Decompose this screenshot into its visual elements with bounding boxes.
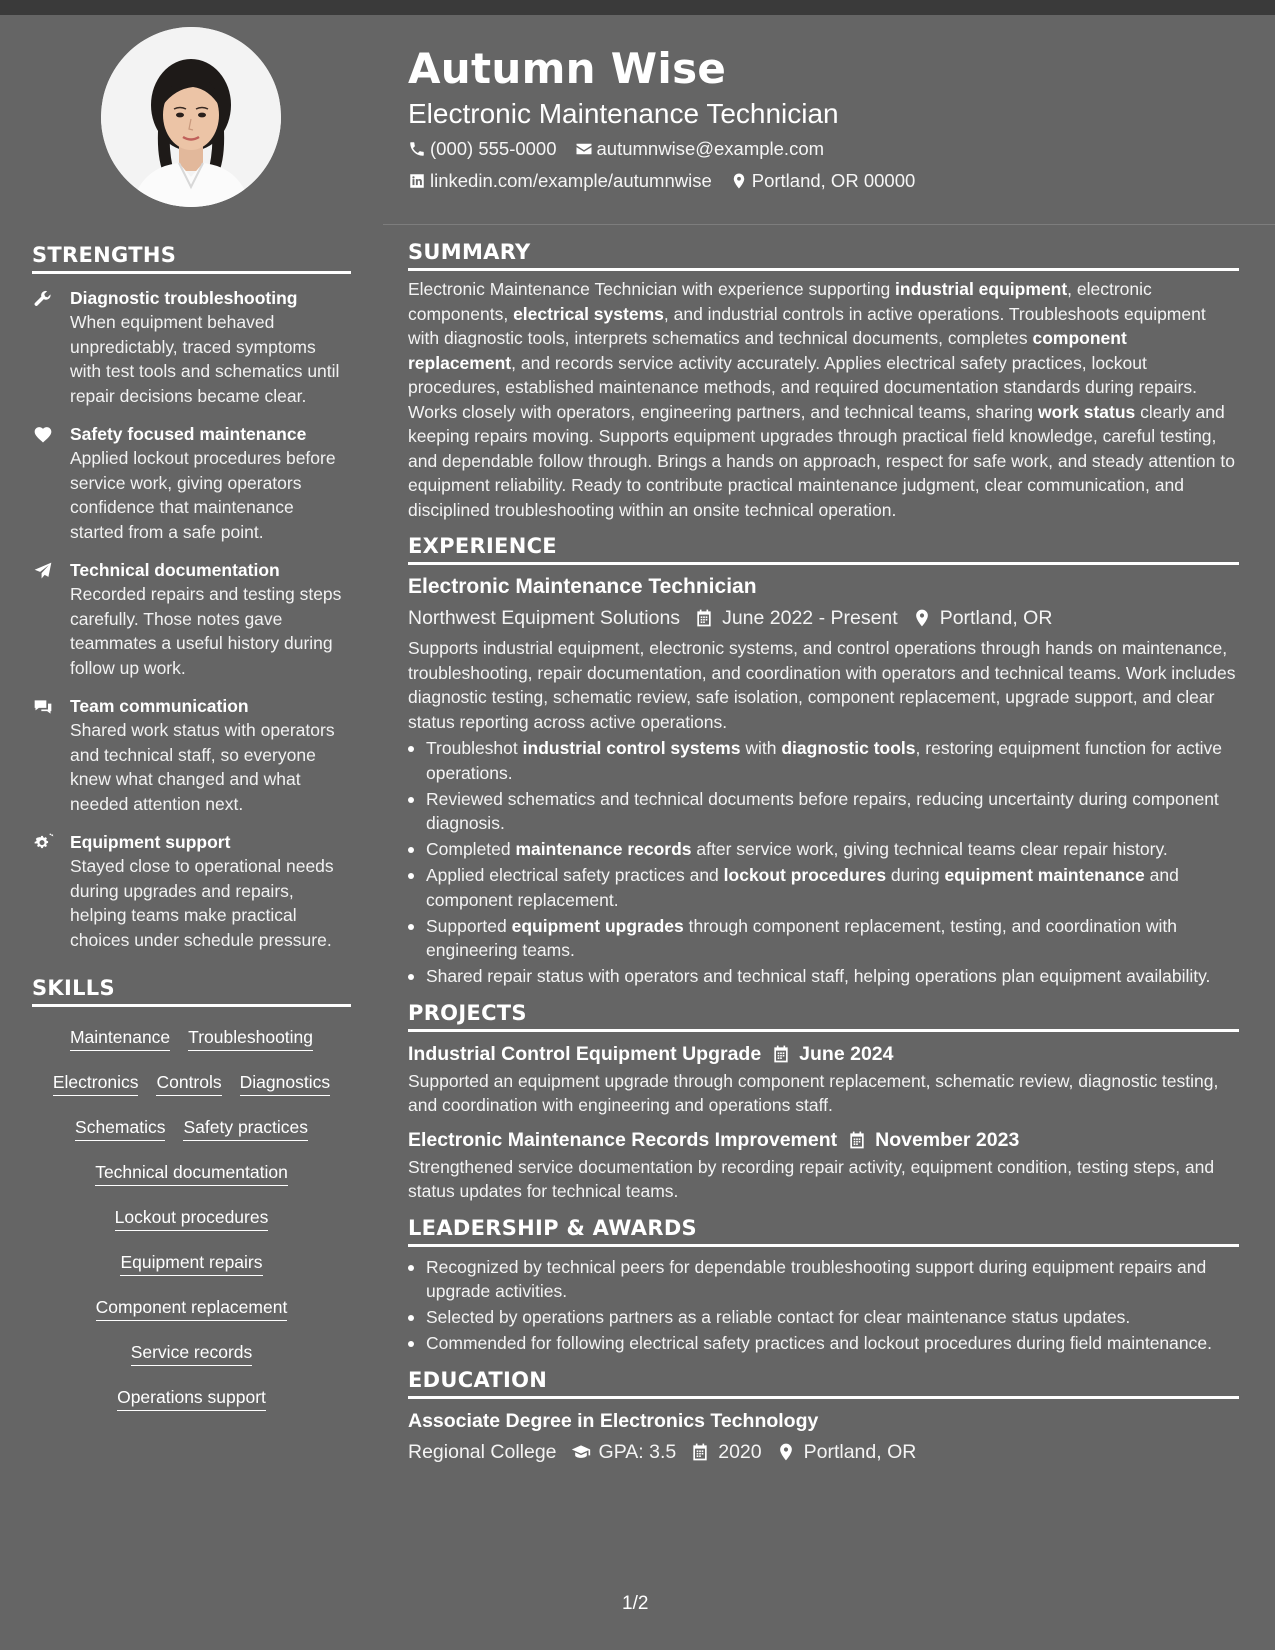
experience-section: [408, 534, 1239, 989]
job-location: [912, 604, 1053, 632]
project-item: [408, 1126, 1239, 1204]
bullet-segment-bold: diagnostic tools: [781, 738, 916, 758]
linkedin-contact[interactable]: [408, 169, 712, 193]
experience-heading: EXPERIENCE: [408, 534, 1239, 565]
phone-icon: [408, 140, 426, 158]
job-description: Supports industrial equipment, electronic systems, and control operations through hands on maintenance, troubleshooting, repair documentation, and coordination with operators and technical teams. Work includes diagnostic testing, schematic review, safe isolation, component replacement, upgrade support, and clear status reporting across active operations.: [408, 638, 1236, 732]
summary-segment-bold: electrical systems: [513, 303, 664, 324]
project-date: [847, 1126, 1019, 1154]
project-date-text: June 2024: [799, 1042, 894, 1065]
bullet-segment-text: after service work, giving technical teams clear repair history.: [691, 839, 1168, 859]
gears-icon: [32, 833, 54, 853]
list-item: Commended for following electrical safety practices and lockout procedures during field maintenance.: [408, 1331, 1239, 1356]
strength-description: Shared work status with operators and technical staff, so everyone knew what changed and what needed attention next.: [70, 720, 335, 814]
skill-tag: Technical documentation: [95, 1160, 288, 1186]
phone-contact: [408, 137, 557, 161]
bullet-segment-text: Supported: [426, 915, 512, 936]
projects-list: [408, 1040, 1239, 1204]
strength-description: When equipment behaved unpredictably, traced symptoms with test tools and schematics until repair decisions became clear.: [70, 312, 340, 406]
skill-tag: Schematics: [75, 1115, 165, 1141]
skill-tag: Controls: [156, 1070, 221, 1096]
skill-row: [32, 1287, 351, 1332]
skill-tag: Service records: [131, 1340, 253, 1366]
resume-header: [408, 42, 1238, 193]
strength-icon-wrap: [32, 558, 70, 680]
calendar-icon: [694, 608, 714, 628]
project-description: Strengthened service documentation by recording repair activity, equipment condition, testing steps, and status updates for technical teams.: [408, 1156, 1215, 1201]
project-item: [408, 1040, 1239, 1118]
top-bar: [0, 0, 1275, 15]
linkedin-text[interactable]: linkedin.com/example/autumnwise: [430, 170, 712, 191]
education-meta: [408, 1438, 1239, 1466]
strength-description: Stayed close to operational needs during upgrades and repairs, helping teams make practical choices under schedule pressure.: [70, 856, 334, 950]
strength-body: [70, 286, 351, 408]
skills-list: [32, 1017, 351, 1422]
strength-body: [70, 422, 351, 544]
leadership-bullets: [408, 1255, 1239, 1356]
projects-heading: PROJECTS: [408, 1001, 1239, 1032]
summary-segment-bold: industrial equipment: [895, 279, 1068, 299]
skill-row: [32, 1062, 351, 1107]
education-section: [408, 1368, 1239, 1466]
project-header: [408, 1040, 1239, 1068]
strengths-heading: STRENGTHS: [32, 243, 351, 274]
bullet-segment-text: with: [740, 738, 782, 758]
wrench-icon: [32, 289, 54, 309]
email-text[interactable]: autumnwise@example.com: [596, 138, 825, 159]
summary-segment-bold: work status: [1038, 401, 1136, 422]
strength-body: [70, 558, 351, 680]
strength-item: [32, 422, 351, 544]
bullet-segment-text: Applied electrical safety practices and: [426, 865, 724, 885]
gpa-text: GPA: 3.5: [598, 1440, 677, 1463]
comments-icon: [32, 697, 54, 717]
calendar-icon: [690, 1442, 710, 1462]
bullet-segment-bold: industrial control systems: [522, 738, 741, 758]
skill-row: [32, 1332, 351, 1377]
school-name: Regional College: [408, 1440, 557, 1463]
job-dates-text: June 2022 - Present: [722, 607, 898, 629]
bullet-segment-text: through component replacement, testing, and coordination with engineering teams.: [426, 915, 1177, 960]
skill-tag: Maintenance: [70, 1025, 170, 1051]
bullet-segment-bold: equipment upgrades: [511, 915, 684, 936]
strength-body: [70, 830, 351, 952]
skill-row: [32, 1107, 351, 1152]
bullet-segment-text: Completed: [426, 839, 516, 859]
project-title: Industrial Control Equipment Upgrade: [408, 1042, 762, 1065]
project-header: [408, 1126, 1239, 1154]
strength-description: Recorded repairs and testing steps carefully. Those notes gave teammates a useful history during follow up work.: [70, 584, 342, 678]
email-contact[interactable]: [575, 137, 825, 161]
list-item: [408, 736, 1239, 785]
list-item: Recognized by technical peers for dependable troubleshooting support during equipment repairs and upgrade activities.: [408, 1255, 1239, 1304]
phone-text: (000) 555-0000: [430, 138, 557, 159]
list-item: [408, 863, 1239, 912]
job-meta: [408, 604, 1239, 632]
leadership-heading: LEADERSHIP & AWARDS: [408, 1216, 1239, 1247]
contact-row-1: [408, 137, 1238, 161]
calendar-icon: [847, 1130, 867, 1150]
heart-icon: [32, 425, 54, 445]
project-date-text: November 2023: [875, 1128, 1020, 1151]
summary-section: [408, 240, 1239, 522]
skill-tag: Component replacement: [96, 1295, 288, 1321]
strengths-list: [32, 286, 351, 952]
leadership-section: [408, 1216, 1239, 1356]
strength-description: Applied lockout procedures before service work, giving operators confidence that maintenance started from a safe point.: [70, 448, 336, 542]
strength-icon-wrap: [32, 694, 70, 816]
strength-title: Team communication: [70, 696, 249, 716]
strength-body: [70, 694, 351, 816]
strength-title: Technical documentation: [70, 560, 280, 580]
summary-segment-text: , and records service activity accurately. Applies electrical safety practices, lockout procedures, established maintenance methods, and required documentation standards during repairs. Works closely with operators, engineering partners, and technical teams, sharing: [408, 352, 1197, 422]
company-name: Northwest Equipment Solutions: [408, 607, 681, 629]
skill-tag: Lockout procedures: [115, 1205, 269, 1231]
skills-heading: SKILLS: [32, 976, 351, 1007]
job-bullets: [408, 736, 1239, 989]
main-content: [408, 240, 1239, 1478]
skill-tag: Safety practices: [183, 1115, 308, 1141]
strength-title: Equipment support: [70, 832, 231, 852]
strength-item: [32, 830, 351, 952]
bullet-segment-bold: equipment maintenance: [944, 865, 1145, 885]
skill-row: [32, 1242, 351, 1287]
location-contact: [730, 169, 916, 193]
strength-title: Safety focused maintenance: [70, 424, 307, 444]
list-item: [408, 964, 1239, 989]
map-pin-icon: [730, 172, 748, 190]
calendar-icon: [771, 1044, 791, 1064]
skill-row: [32, 1017, 351, 1062]
projects-section: [408, 1001, 1239, 1204]
linkedin-icon: [408, 172, 426, 190]
candidate-title: Electronic Maintenance Technician: [408, 98, 839, 129]
summary-segment-text: Electronic Maintenance Technician with experience supporting: [408, 279, 896, 299]
strength-icon-wrap: [32, 830, 70, 952]
project-date: [771, 1040, 893, 1068]
strength-item: [32, 558, 351, 680]
summary-heading: SUMMARY: [408, 240, 1239, 271]
sidebar: [32, 15, 351, 1422]
header-divider: [383, 224, 1275, 225]
summary-segment-text: , electronic components,: [408, 279, 1152, 324]
education-location-text: Portland, OR: [803, 1440, 917, 1463]
skill-tag: Diagnostics: [240, 1070, 330, 1096]
list-item: [408, 837, 1239, 862]
map-pin-icon: [776, 1442, 796, 1462]
project-title: Electronic Maintenance Records Improvement: [408, 1128, 838, 1151]
summary-segment-text: clearly and keeping repairs moving. Supports equipment upgrades through practical field knowledge, careful testing, and dependable follow through. Brings a hands on approach, respect for safe work, and steady attention to equipment reliability. Ready to contribute practical maintenance judgment, clear communication, and disciplined troubleshooting within an onsite technical operation.: [408, 401, 1235, 520]
skill-tag: Equipment repairs: [120, 1250, 262, 1276]
profile-photo: [101, 27, 281, 207]
strength-item: [32, 286, 351, 408]
graduation-year: [690, 1438, 761, 1466]
skill-row: [32, 1152, 351, 1197]
bullet-segment-text: and component replacement.: [426, 865, 1179, 910]
education-heading: EDUCATION: [408, 1368, 1239, 1399]
summary-segment-text: , and industrial controls in active operations. Troubleshoots equipment with diagnostic tools, interprets schematics and technical documents, completes: [408, 303, 1206, 348]
skill-tag: Troubleshooting: [188, 1025, 313, 1051]
summary-text: [408, 277, 1239, 522]
bullet-segment-bold: maintenance records: [515, 839, 692, 859]
degree-title: Associate Degree in Electronics Technology: [408, 1409, 819, 1432]
project-description: Supported an equipment upgrade through component replacement, schematic review, diagnostic testing, and coordination with engineering and operations staff.: [408, 1070, 1219, 1115]
graduation-cap-icon: [571, 1442, 591, 1462]
strength-title: Diagnostic troubleshooting: [70, 288, 298, 308]
bullet-segment-text: Shared repair status with operators and technical staff, helping operations plan equipment availability.: [426, 966, 1211, 986]
contact-row-2: [408, 169, 1238, 193]
bullet-segment-text: Troubleshot: [426, 738, 523, 758]
bullet-segment-text: , restoring equipment function for active operations.: [426, 738, 1222, 783]
page-number: 1/2: [622, 1593, 649, 1614]
skill-row: [32, 1377, 351, 1422]
summary-segment-bold: component replacement: [408, 328, 1127, 373]
job-title: Electronic Maintenance Technician: [408, 575, 757, 598]
strength-item: [32, 694, 351, 816]
list-item: [408, 914, 1239, 963]
job-location-text: Portland, OR: [939, 607, 1053, 629]
location-text: Portland, OR 00000: [751, 170, 916, 191]
list-item: Selected by operations partners as a reliable contact for clear maintenance status updates.: [408, 1305, 1239, 1330]
candidate-name: Autumn Wise: [408, 44, 727, 93]
paper-plane-icon: [32, 561, 54, 581]
bullet-segment-text: Reviewed schematics and technical documents before repairs, reducing uncertainty during component diagnosis.: [426, 788, 1219, 833]
strength-icon-wrap: [32, 422, 70, 544]
skill-tag: Electronics: [53, 1070, 139, 1096]
map-pin-icon: [912, 608, 932, 628]
bullet-segment-bold: lockout procedures: [723, 865, 887, 885]
skill-tag: Operations support: [117, 1385, 266, 1411]
graduation-year-text: 2020: [718, 1440, 762, 1463]
gpa: [571, 1438, 677, 1466]
skill-row: [32, 1197, 351, 1242]
envelope-icon: [575, 140, 593, 158]
bullet-segment-text: during: [886, 865, 945, 885]
list-item: [408, 787, 1239, 836]
strength-icon-wrap: [32, 286, 70, 408]
job-dates: [694, 604, 898, 632]
education-location: [776, 1438, 917, 1466]
